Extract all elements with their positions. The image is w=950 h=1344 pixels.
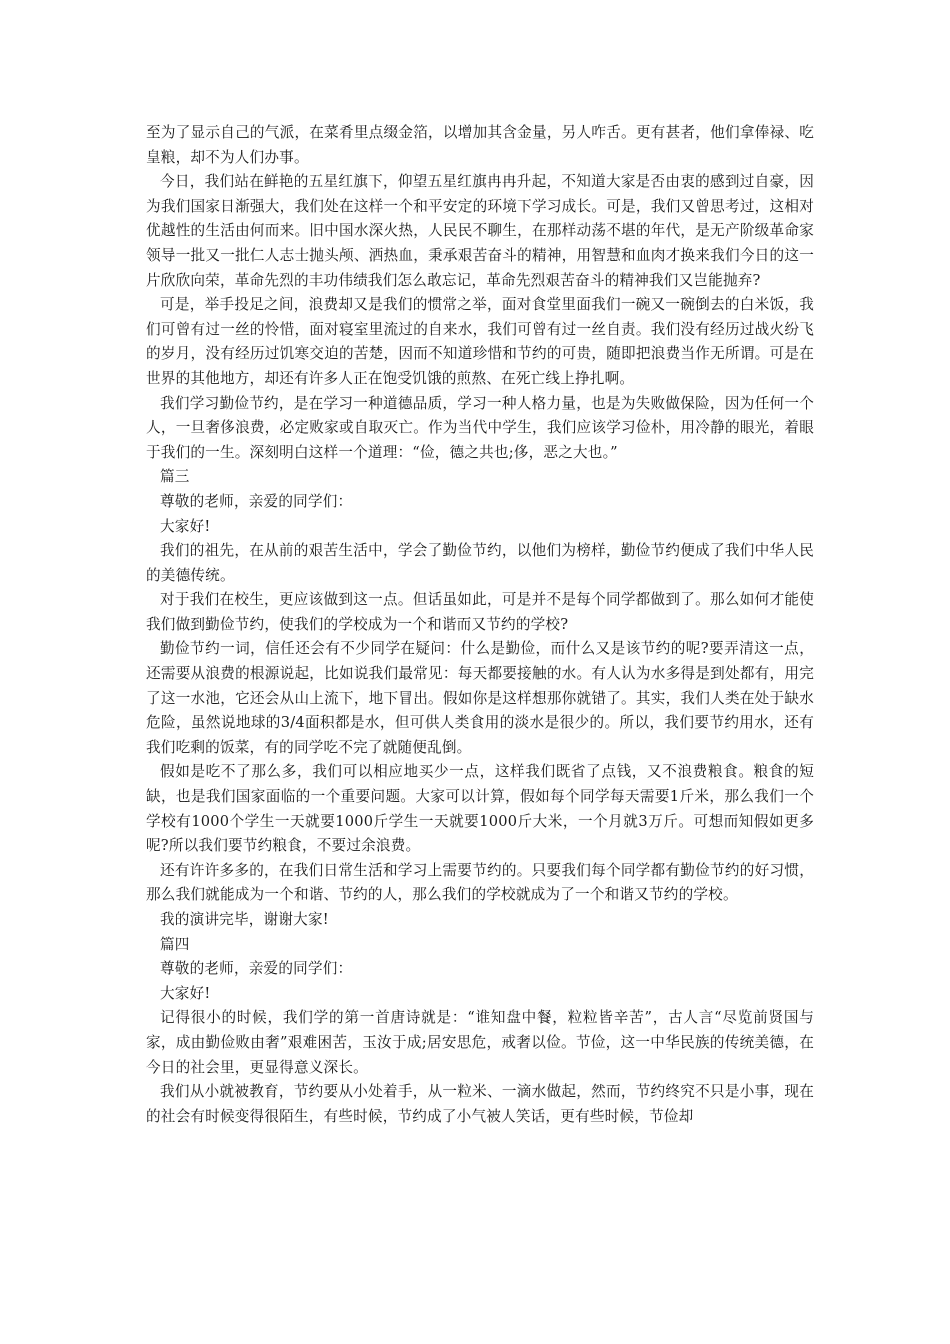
paragraph-10: 记得很小的时候，我们学的第一首唐诗就是：“谁知盘中餐，粒粒皆辛苦”，古人言“尽览前贤国与家，成由勤俭败由奢”艰难困苦，玉汝于成;居安思危，戒奢以俭。节俭，这一中华民族的传统美德，在今日的社会里，更显得意义深长。 [146,1009,814,1076]
paragraph-11: 我们从小就被教育，节约要从小处着手，从一粒米、一滴水做起，然而，节约终究不只是小事，现在的社会有时候变得很陌生，有些时候，节约成了小气被人笑话，更有些时候，节俭却 [146,1083,814,1125]
closing-line: 我的演讲完毕，谢谢大家! [160,911,329,928]
paragraph-9: 还有许许多多的，在我们日常生活和学习上需要节约的。只要我们每个同学都有勤俭节约的好习惯，那么我们就能成为一个和谐、节约的人，那么我们的学校就成为了一个和谐又节约的学校。 [146,861,814,904]
paragraph-2: 今日，我们站在鲜艳的五星红旗下，仰望五星红旗冉冉升起，不知道大家是否由衷的感到过自豪，因为我们国家日渐强大，我们处在这样一个和平安定的环境下学习成长。可是，我们又曾思考过，这相对优越性的生活由何而来。旧中国水深火热，人民民不聊生，在那样动荡不堪的年代，是无产阶级革命家领导一批又一批仁人志士抛头颅、洒热血，秉承艰苦奋斗的精神，用智慧和血肉才换来我们今日的这一片欣欣向荣，革命先烈的丰功伟绩我们怎么敢忘记，革命先烈艰苦奋斗的精神我们又岂能抛弃? [146,173,814,289]
paragraph-5: 我们的祖先，在从前的艰苦生活中，学会了勤俭节约，以他们为榜样，勤俭节约便成了我们中华人民的美德传统。 [146,542,814,584]
paragraph-1: 至为了显示自己的气派，在菜肴里点缀金箔，以增加其含金量，另人咋舌。更有甚者，他们拿俸禄、吃皇粮，却不为人们办事。 [146,124,814,166]
greeting: 大家好! [160,517,211,535]
section-heading-3: 篇三 [160,468,190,486]
paragraph-7: 勤俭节约一词，信任还会有不少同学在疑问：什么是勤俭，而什么又是该节约的呢?要弄清这一点，还需要从浪费的根源说起，比如说我们最常见：每天都要接触的水。有人认为水多得是到处都有，用完了这一水池，它还会从山上流下，地下冒出。假如你是这样想那你就错了。其实，我们人类在处于缺水危险，虽然说地球的3/4面积都是水，但可供人类食用的淡水是很少的。所以，我们要节约用水，还有我们吃剩的饭菜，有的同学吃不完了就随便乱倒。 [146,640,814,756]
paragraph-3: 可是，举手投足之间，浪费却又是我们的惯常之举，面对食堂里面我们一碗又一碗倒去的白米饭，我们可曾有过一丝的怜惜，面对寝室里流过的自来水，我们可曾有过一丝自责。我们没有经历过战火纷飞的岁月，没有经历过饥寒交迫的苦楚，因而不知道珍惜和节约的可贵，随即把浪费当作无所谓。可是在世界的其他地方，却还有许多人正在饱受饥饿的煎熬、在死亡线上挣扎啊。 [146,296,814,387]
section-heading-4: 篇四 [160,935,190,953]
document-page [146,121,814,1129]
paragraph-6: 对于我们在校生，更应该做到这一点。但话虽如此，可是并不是每个同学都做到了。那么如何才能使我们做到勤俭节约，使我们的学校成为一个和谐而又节约的学校? [146,591,814,633]
greeting-2: 大家好! [160,984,211,1002]
salutation: 尊敬的老师，亲爱的同学们： [160,492,353,510]
salutation-2: 尊敬的老师，亲爱的同学们： [160,960,353,978]
paragraph-4: 我们学习勤俭节约，是在学习一种道德品质，学习一种人格力量，也是为失败做保险，因为任何一个人，一旦奢侈浪费，必定败家或自取灭亡。作为当代中学生，我们应该学习俭朴，用冷静的眼光，着眼于我们的一生。深刻明白这样一个道理：“俭，德之共也;侈，恶之大也。” [146,394,814,461]
paragraph-8: 假如是吃不了那么多，我们可以相应地买少一点，这样我们既省了点钱，又不浪费粮食。粮食的短缺，也是我们国家面临的一个重要问题。大家可以计算，假如每个同学每天需要1斤米，那么我们一个学校有1000个学生一天就要1000斤学生一天就要1000斤大米，一个月就3万斤。可想而知假如更多呢?所以我们要节约粮食，不要过余浪费。 [146,763,814,855]
